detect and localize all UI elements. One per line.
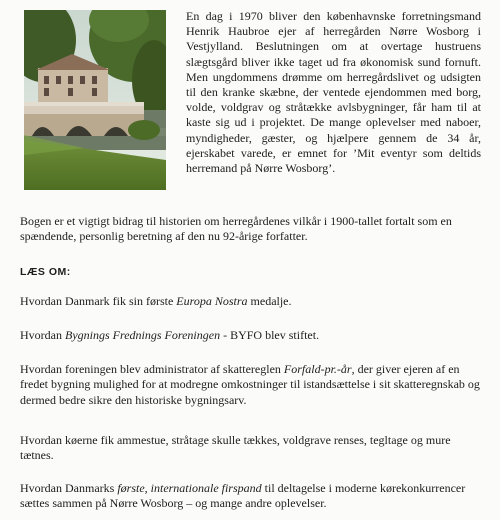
summary-paragraph: Bogen er et vigtigt bidrag til historien om herregårdenes vilkår i 1900-tallet fortalt som en spændende, personlig beretning af den nu 92-årige forfatter. — [20, 214, 452, 244]
item-emphasis: Europa Nostra — [176, 294, 248, 308]
read-about-heading: LÆS OM: — [20, 266, 71, 278]
manor-bridge-illustration — [24, 10, 166, 190]
list-item — [20, 362, 485, 408]
list-item — [20, 328, 485, 343]
item-text: medalje. — [247, 294, 292, 308]
item-text: til deltagelse i moderne kørekonkurrencer sættes sammen på Nørre Wosborg – og mange andre oplevelser. — [20, 481, 466, 511]
list-item — [20, 294, 485, 309]
list-item — [20, 481, 485, 512]
item-emphasis: Bygnings Frednings Foreningen — [65, 328, 221, 342]
item-text: Hvordan Danmark fik sin første — [20, 294, 177, 308]
item-text: Hvordan — [20, 328, 65, 342]
item-text: , der giver ejeren af en fredet bygning mulighed for at modregne omkostninger til istandsættelse i sit skatteregnskab og dermed bedre sikre den historiske bygningsarv. — [20, 362, 480, 407]
item-text: Hvordan Danmarks — [20, 481, 118, 495]
list-item: Hvordan køerne fik ammestue, stråtage skulle tækkes, voldgrave renses, tegltage og mure tætnes. — [20, 433, 451, 463]
item-text: - BYFO blev stiftet. — [220, 328, 320, 342]
manor-photo — [24, 10, 166, 190]
item-emphasis: Forfald-pr.-år — [283, 362, 352, 376]
item-text: Hvordan foreningen blev administrator af skattereglen — [20, 362, 284, 376]
item-emphasis: første, internationale firspand — [117, 481, 262, 495]
intro-paragraph: En dag i 1970 bliver den københavnske forretningsmand Henrik Haubroe ejer af herregården Nørre Wosborg i Vestjylland. Beslutningen om at overtage hustruens slægtsgård bliver ikke taget ud fra økonomisk sund fornuft. Men ungdommens drømme om herregårdslivet og udsigten til den kranke skæbne, der ventede ejendommen med borg, volde, voldgrav og stråtække avlsbygninger, får ham til at kaste sig ud i projektet. De mange oplevelser med naboer, myndigheder, gæster, og hjælpere gennem de 34 år, ejerskabet varede, er emnet for ’Mit eventyr som deltids herremand på Nørre Wosborg’. — [186, 9, 481, 176]
